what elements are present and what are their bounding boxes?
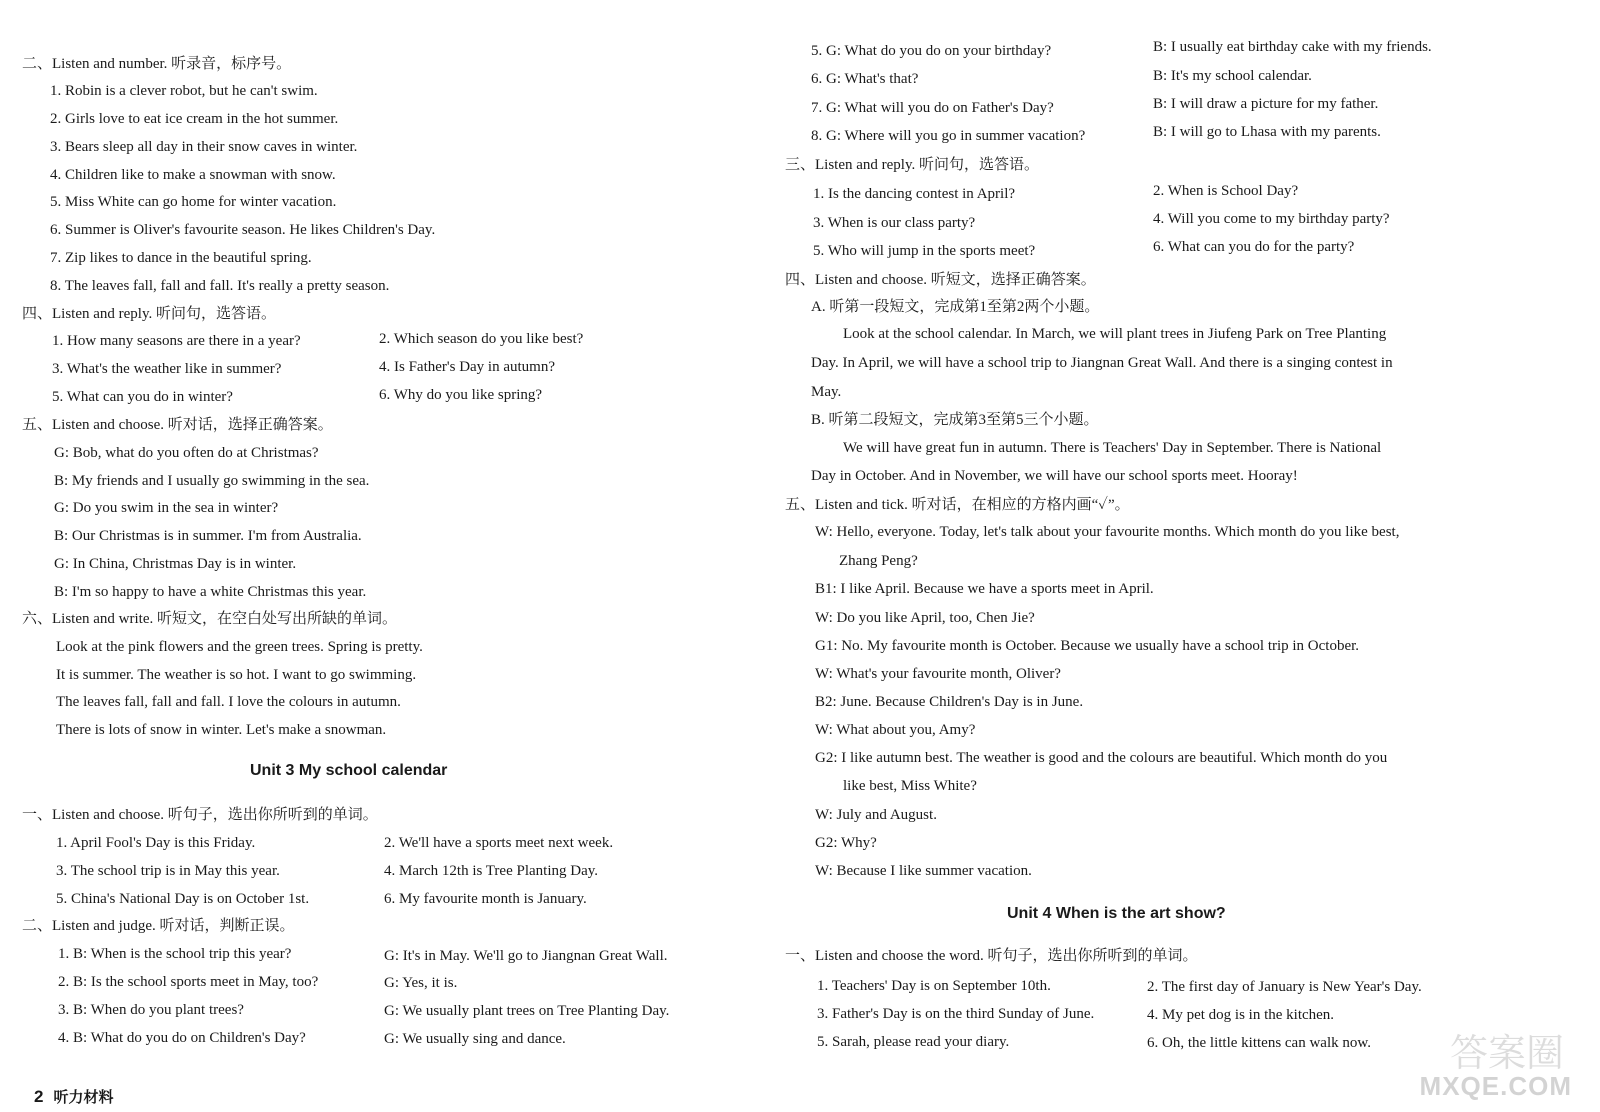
dialogue-line: G: Bob, what do you often do at Christmas?	[54, 445, 319, 461]
list-item: 3. Father's Day is on the third Sunday of June.	[817, 1006, 1095, 1022]
dialogue-line: W: What's your favourite month, Oliver?	[815, 666, 1061, 682]
passage-line: Look at the school calendar. In March, we will plant trees in Jiufeng Park on Tree Planting	[843, 326, 1387, 342]
list-item: 4. My pet dog is in the kitchen.	[1147, 1007, 1335, 1023]
list-item: 1. Robin is a clever robot, but he can't swim.	[50, 83, 318, 99]
dialogue-line: like best, Miss White?	[843, 778, 977, 794]
list-item: 6. Oh, the little kittens can walk now.	[1147, 1035, 1371, 1051]
dialogue-line: W: Because I like summer vacation.	[815, 863, 1032, 879]
section-heading: 一、Listen and choose the word. 听句子，选出你所听到的单词。	[785, 948, 1198, 964]
list-item: 6. My favourite month is January.	[384, 891, 587, 907]
list-item: 6. Why do you like spring?	[379, 387, 543, 403]
dialogue-line: 5. G: What do you do on your birthday?	[811, 43, 1052, 59]
list-item: 4. Will you come to my birthday party?	[1153, 211, 1390, 227]
section-heading: 二、Listen and number. 听录音，标序号。	[22, 56, 292, 72]
passage-line: Day. In April, we will have a school trip to Jiangnan Great Wall. And there is a singing contest in	[811, 355, 1393, 371]
dialogue-line: 3. B: When do you plant trees?	[58, 1002, 244, 1018]
dialogue-line: 7. G: What will you do on Father's Day?	[811, 100, 1054, 116]
list-item: 8. The leaves fall, fall and fall. It's really a pretty season.	[50, 278, 390, 294]
part-heading: A. 听第一段短文，完成第1至第2两个小题。	[811, 299, 1100, 315]
dialogue-line: B1: I like April. Because we have a sports meet in April.	[815, 581, 1154, 597]
watermark-cn: 答案圈	[1449, 1031, 1564, 1075]
passage-line: The leaves fall, fall and fall. I love the colours in autumn.	[56, 694, 401, 710]
section-heading: 一、Listen and choose. 听句子，选出你所听到的单词。	[22, 807, 378, 823]
dialogue-line: 1. B: When is the school trip this year?	[58, 946, 292, 962]
dialogue-line: G: We usually plant trees on Tree Planting Day.	[384, 1003, 670, 1019]
dialogue-line: G1: No. My favourite month is October. Because we usually have a school trip in October.	[815, 638, 1360, 654]
list-item: 3. What's the weather like in summer?	[52, 361, 282, 377]
dialogue-line: G2: I like autumn best. The weather is good and the colours are beautiful. Which month do you	[815, 750, 1388, 766]
list-item: 2. We'll have a sports meet next week.	[384, 835, 614, 851]
list-item: 1. How many seasons are there in a year?	[52, 333, 301, 349]
section-heading: 六、Listen and write. 听短文，在空白处写出所缺的单词。	[22, 611, 397, 627]
footer-label: 听力材料	[53, 1089, 114, 1106]
dialogue-line: G: We usually sing and dance.	[384, 1031, 566, 1047]
dialogue-line: B: It's my school calendar.	[1153, 68, 1312, 84]
section-heading: 五、Listen and choose. 听对话，选择正确答案。	[22, 417, 333, 433]
passage-line: There is lots of snow in winter. Let's make a snowman.	[56, 722, 387, 738]
watermark-logo	[1392, 1022, 1572, 1102]
list-item: 6. Summer is Oliver's favourite season. He likes Children's Day.	[50, 222, 436, 238]
dialogue-line: G: It's in May. We'll go to Jiangnan Great Wall.	[384, 948, 668, 964]
passage-line: Day in October. And in November, we will have our school sports meet. Hooray!	[811, 468, 1298, 484]
section-heading: 四、Listen and reply. 听问句，选答语。	[22, 306, 276, 322]
list-item: 2. Which season do you like best?	[379, 331, 584, 347]
dialogue-line: G: Do you swim in the sea in winter?	[54, 500, 279, 516]
dialogue-line: B: I will go to Lhasa with my parents.	[1153, 124, 1381, 140]
part-heading: B. 听第二段短文，完成第3至第5三个小题。	[811, 412, 1099, 428]
dialogue-line: B: I usually eat birthday cake with my friends.	[1153, 39, 1432, 55]
dialogue-line: Zhang Peng?	[839, 553, 918, 569]
list-item: 2. Girls love to eat ice cream in the hot summer.	[50, 111, 339, 127]
dialogue-line: 4. B: What do you do on Children's Day?	[58, 1030, 306, 1046]
dialogue-line: W: Do you like April, too, Chen Jie?	[815, 610, 1035, 626]
section-heading: 四、Listen and choose. 听短文，选择正确答案。	[785, 272, 1096, 288]
dialogue-line: W: Hello, everyone. Today, let's talk about your favourite months. Which month do you like best,	[815, 524, 1400, 540]
dialogue-line: W: July and August.	[815, 807, 937, 823]
list-item: 3. The school trip is in May this year.	[56, 863, 280, 879]
dialogue-line: 8. G: Where will you go in summer vacation?	[811, 128, 1086, 144]
list-item: 5. China's National Day is on October 1st.	[56, 891, 310, 907]
list-item: 4. Children like to make a snowman with snow.	[50, 167, 336, 183]
list-item: 5. What can you do in winter?	[52, 389, 233, 405]
passage-line: May.	[811, 384, 842, 400]
list-item: 5. Miss White can go home for winter vacation.	[50, 194, 337, 210]
unit-title: Unit 4 When is the art show?	[1007, 905, 1226, 922]
list-item: 6. What can you do for the party?	[1153, 239, 1355, 255]
page-footer	[34, 1086, 113, 1107]
unit-title: Unit 3 My school calendar	[250, 762, 448, 779]
dialogue-line: G: Yes, it is.	[384, 975, 458, 991]
list-item: 1. April Fool's Day is this Friday.	[56, 835, 256, 851]
section-heading: 二、Listen and judge. 听对话，判断正误。	[22, 918, 295, 934]
list-item: 5. Sarah, please read your diary.	[817, 1034, 1010, 1050]
list-item: 5. Who will jump in the sports meet?	[813, 243, 1036, 259]
dialogue-line: B2: June. Because Children's Day is in June.	[815, 694, 1084, 710]
passage-line: It is summer. The weather is so hot. I want to go swimming.	[56, 667, 417, 683]
watermark-en: MXQE.COM	[1419, 1071, 1572, 1101]
dialogue-line: B: Our Christmas is in summer. I'm from Australia.	[54, 528, 362, 544]
list-item: 4. Is Father's Day in autumn?	[379, 359, 556, 375]
list-item: 7. Zip likes to dance in the beautiful spring.	[50, 250, 312, 266]
dialogue-line: B: My friends and I usually go swimming in the sea.	[54, 473, 370, 489]
dialogue-line: W: What about you, Amy?	[815, 722, 976, 738]
dialogue-line: 2. B: Is the school sports meet in May, too?	[58, 974, 319, 990]
list-item: 2. The first day of January is New Year's Day.	[1147, 979, 1422, 995]
dialogue-line: G: In China, Christmas Day is in winter.	[54, 556, 297, 572]
passage-line: Look at the pink flowers and the green trees. Spring is pretty.	[56, 639, 423, 655]
list-item: 1. Is the dancing contest in April?	[813, 186, 1016, 202]
list-item: 3. Bears sleep all day in their snow caves in winter.	[50, 139, 358, 155]
dialogue-line: G2: Why?	[815, 835, 877, 851]
list-item: 4. March 12th is Tree Planting Day.	[384, 863, 599, 879]
dialogue-line: 6. G: What's that?	[811, 71, 919, 87]
section-heading: 三、Listen and reply. 听问句，选答语。	[785, 157, 1039, 173]
list-item: 2. When is School Day?	[1153, 183, 1299, 199]
passage-line: We will have great fun in autumn. There is Teachers' Day in September. There is National	[843, 440, 1382, 456]
dialogue-line: B: I will draw a picture for my father.	[1153, 96, 1379, 112]
page-number: 2	[34, 1087, 44, 1106]
list-item: 3. When is our class party?	[813, 215, 976, 231]
dialogue-line: B: I'm so happy to have a white Christmas this year.	[54, 584, 367, 600]
list-item: 1. Teachers' Day is on September 10th.	[817, 978, 1051, 994]
section-heading: 五、Listen and tick. 听对话，在相应的方格内画“✓”。	[785, 497, 1130, 513]
